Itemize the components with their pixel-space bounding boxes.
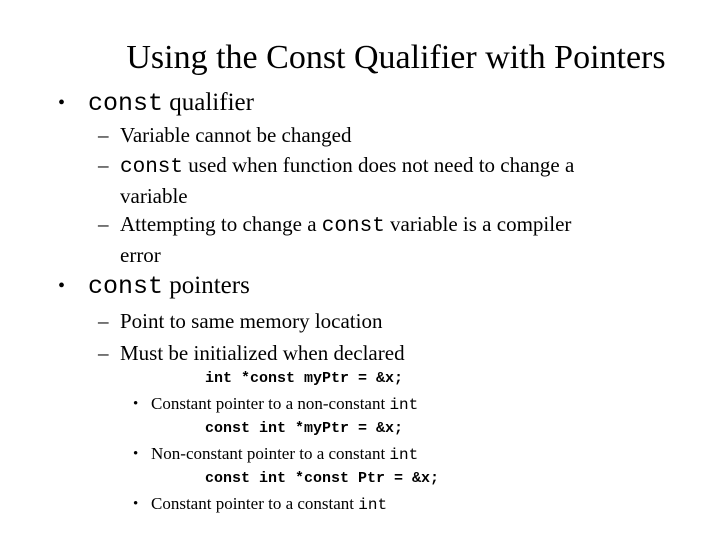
example-text: Constant pointer to a non-constant bbox=[151, 394, 390, 413]
code-example: const int *const Ptr = &x; bbox=[205, 470, 440, 487]
bullet-text: pointers bbox=[163, 272, 250, 299]
sub-item-continuation: error bbox=[120, 243, 161, 267]
sub-item-text: Variable cannot be changed bbox=[120, 123, 352, 147]
dash-marker: – bbox=[98, 341, 109, 365]
bullet-marker: • bbox=[133, 396, 139, 412]
sub-item-text: Must be initialized when declared bbox=[120, 341, 405, 365]
example-code: int bbox=[389, 396, 419, 414]
example-text: Constant pointer to a constant bbox=[151, 494, 359, 513]
bullet-marker: • bbox=[133, 446, 139, 462]
sub-item-text: Point to same memory location bbox=[120, 309, 383, 333]
dash-marker: – bbox=[98, 309, 109, 333]
bullet-code: const bbox=[88, 89, 164, 118]
dash-marker: – bbox=[98, 123, 109, 147]
sub-item-text-2: variable is a compiler bbox=[384, 212, 572, 236]
bullet-marker: • bbox=[58, 275, 66, 297]
sub-item-continuation: variable bbox=[120, 184, 188, 208]
sub-item-code: const bbox=[321, 215, 385, 238]
bullet-text: qualifier bbox=[163, 89, 254, 116]
example-code: int bbox=[389, 446, 419, 464]
sub-item-text: used when function does not need to change a bbox=[183, 153, 575, 177]
bullet-code: const bbox=[88, 272, 164, 301]
code-example: const int *myPtr = &x; bbox=[205, 420, 404, 437]
dash-marker: – bbox=[98, 153, 109, 177]
code-example: int *const myPtr = &x; bbox=[205, 370, 404, 387]
sub-item-text: Attempting to change a bbox=[120, 212, 322, 236]
example-text: Non-constant pointer to a constant bbox=[151, 444, 390, 463]
slide-title: Using the Const Qualifier with Pointers bbox=[126, 39, 666, 76]
example-code: int bbox=[358, 496, 388, 514]
bullet-marker: • bbox=[58, 92, 66, 114]
sub-item-code: const bbox=[120, 156, 184, 179]
dash-marker: – bbox=[98, 212, 109, 236]
bullet-marker: • bbox=[133, 496, 139, 512]
